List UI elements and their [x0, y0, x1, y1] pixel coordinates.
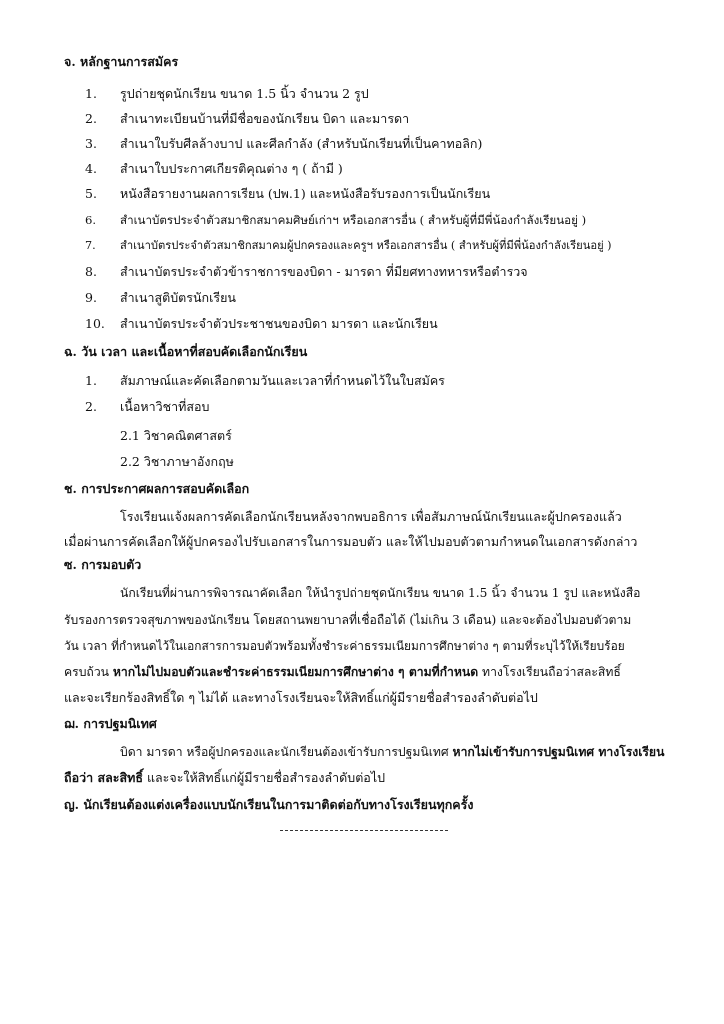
- item-number: 7.: [85, 239, 96, 252]
- section-heading-exam-schedule: ฉ. วัน เวลา และเนื้อหาที่สอบคัดเลือกนักเรียน: [64, 344, 308, 359]
- item-text: สัมภาษณ์และคัดเลือกตามวันและเวลาที่กำหนดไว้ในใบสมัคร: [120, 373, 445, 388]
- sub-list-item: 2.2 วิชาภาษาอังกฤษ: [120, 454, 234, 469]
- emphasis-text: หากไม่เข้ารับการปฐมนิเทศ ทางโรงเรียน: [452, 745, 665, 759]
- paragraph-line: [64, 664, 621, 680]
- item-text: สำเนาบัตรประจำตัวข้าราชการของบิดา - มารดา ที่มียศทางทหารหรือตำรวจ: [120, 264, 528, 279]
- item-text: สำเนาสูติบัตรนักเรียน: [120, 290, 236, 305]
- item-text: สำเนาบัตรประจำตัวสมาชิกสมาคมศิษย์เก่าฯ หรือเอกสารอื่น ( สำหรับผู้ที่มีพี่น้องกำลังเรียนอยู่ ): [120, 213, 587, 227]
- paragraph-line: นักเรียนที่ผ่านการพิจารณาคัดเลือก ให้นำรูปถ่ายชุดนักเรียน ขนาด 1.5 นิ้ว จำนวน 1 รูป และหนังสือ: [120, 586, 641, 600]
- item-text: หนังสือรายงานผลการเรียน (ปพ.1) และหนังสือรับรองการเป็นนักเรียน: [120, 186, 491, 201]
- text-run: บิดา มารดา หรือผู้ปกครองและนักเรียนต้องเข้ารับการปฐมนิเทศ: [120, 745, 453, 759]
- section-heading-documents: จ. หลักฐานการสมัคร: [64, 54, 179, 69]
- item-text: สำเนาบัตรประจำตัวประชาชนของบิดา มารดา และนักเรียน: [120, 316, 438, 331]
- section-heading-enrollment: ซ. การมอบตัว: [64, 557, 142, 572]
- item-number: 8.: [85, 264, 97, 279]
- item-number: 1.: [85, 86, 97, 101]
- item-number: 1.: [85, 373, 97, 388]
- item-text: รูปถ่ายชุดนักเรียน ขนาด 1.5 นิ้ว จำนวน 2 รูป: [120, 86, 369, 101]
- emphasis-text: ถือว่า สละสิทธิ์: [64, 770, 143, 785]
- emphasis-text: หากไม่ไปมอบตัวและชำระค่าธรรมเนียมการศึกษาต่าง ๆ ตามที่กำหนด: [112, 665, 479, 679]
- section-heading-announcement: ช. การประกาศผลการสอบคัดเลือก: [64, 481, 250, 496]
- item-text: สำเนาใบประกาศเกียรติคุณต่าง ๆ ( ถ้ามี ): [120, 161, 343, 176]
- paragraph-line: [64, 770, 385, 786]
- text-run: ทางโรงเรียนถือว่าสละสิทธิ์: [478, 665, 621, 679]
- text-run: ครบถ้วน: [64, 665, 113, 679]
- text-run: และจะให้สิทธิ์แก่ผู้มีรายชื่อสำรองลำดับต่อไป: [142, 770, 386, 785]
- paragraph-line: โรงเรียนแจ้งผลการคัดเลือกนักเรียนหลังจากพบอธิการ เพื่อสัมภาษณ์นักเรียนและผู้ปกครองแล้ว: [120, 509, 622, 524]
- section-heading-uniform: ญ. นักเรียนต้องแต่งเครื่องแบบนักเรียนในการมาติดต่อกับทางโรงเรียนทุกครั้ง: [64, 797, 474, 812]
- item-number: 9.: [85, 290, 97, 305]
- paragraph-line: เมื่อผ่านการคัดเลือกให้ผู้ปกครองไปรับเอกสารในการมอบตัว และให้ไปมอบตัวตามกำหนดในเอกสารดังกล่าว: [64, 534, 638, 549]
- item-number: 10.: [85, 316, 105, 331]
- paragraph-line: [120, 744, 664, 760]
- item-number: 5.: [85, 186, 97, 201]
- paragraph-line: รับรองการตรวจสุขภาพของนักเรียน โดยสถานพยาบาลที่เชื่อถือได้ (ไม่เกิน 3 เดือน) และจะต้องไปมอบตัวตาม: [64, 613, 632, 627]
- end-divider: [280, 830, 448, 831]
- section-heading-orientation: ฌ. การปฐมนิเทศ: [64, 716, 157, 731]
- item-text: เนื้อหาวิชาที่สอบ: [120, 399, 210, 414]
- item-number: 2.: [85, 399, 97, 414]
- item-text: สำเนาทะเบียนบ้านที่มีชื่อของนักเรียน บิดา และมารดา: [120, 111, 410, 126]
- item-number: 4.: [85, 161, 97, 176]
- item-number: 2.: [85, 111, 97, 126]
- item-text: สำเนาบัตรประจำตัวสมาชิกสมาคมผู้ปกครองและครูฯ หรือเอกสารอื่น ( สำหรับผู้ที่มีพี่น้องกำลังเรียนอยู่ ): [120, 239, 612, 252]
- paragraph-line: วัน เวลา ที่กำหนดไว้ในเอกสารการมอบตัวพร้อมทั้งชำระค่าธรรมเนียมการศึกษาต่าง ๆ ตามที่ระบุไว้ให้เรียบร้อย: [64, 639, 625, 653]
- item-number: 3.: [85, 136, 97, 151]
- item-number: 6.: [85, 213, 97, 227]
- paragraph-line: และจะเรียกร้องสิทธิ์ใด ๆ ไม่ได้ และทางโรงเรียนจะให้สิทธิ์แก่ผู้มีรายชื่อสำรองลำดับต่อไป: [64, 690, 538, 705]
- item-text: สำเนาใบรับศีลล้างบาป และศีลกำลัง (สำหรับนักเรียนที่เป็นคาทอลิก): [120, 136, 483, 151]
- sub-list-item: 2.1 วิชาคณิตศาสตร์: [120, 428, 232, 443]
